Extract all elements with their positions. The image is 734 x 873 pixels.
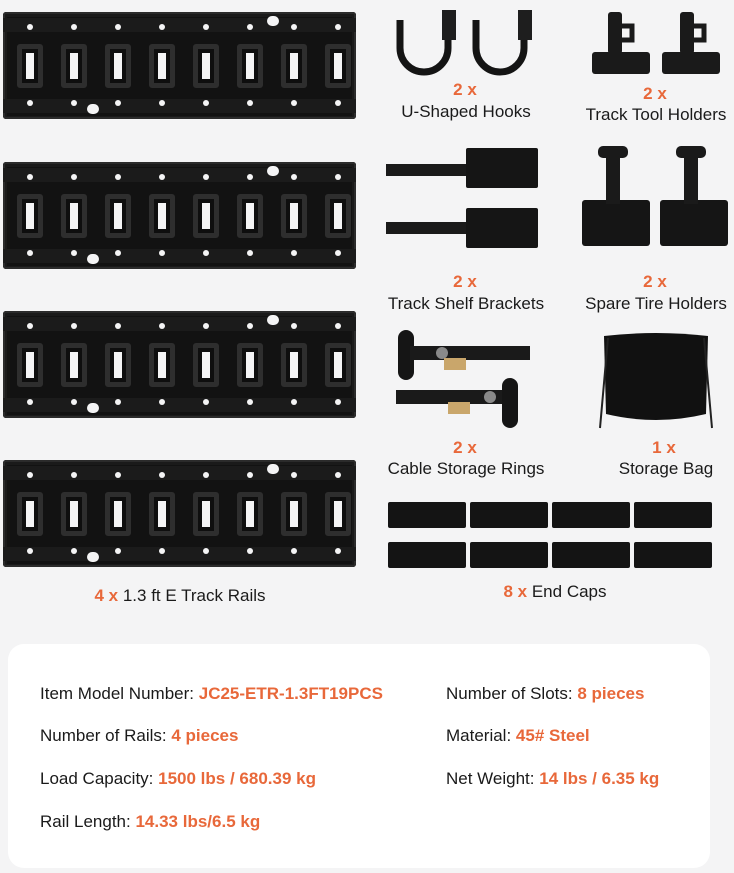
- shelf-brackets-qty: 2 x: [453, 272, 477, 291]
- rail-slot: [281, 44, 307, 88]
- rail-mount-hole: [335, 548, 341, 554]
- end-caps-image: [388, 498, 714, 572]
- spec-load-capacity: Load Capacity: 1500 lbs / 680.39 kg: [40, 769, 316, 788]
- rail-mount-hole: [159, 250, 165, 256]
- rail-slot: [105, 194, 131, 238]
- rail-mount-hole: [203, 323, 209, 329]
- rail-mount-hole: [203, 399, 209, 405]
- spec-material: Material: 45# Steel: [446, 726, 590, 745]
- storage-bag-qty: 1 x: [652, 438, 676, 457]
- rail-slot: [61, 492, 87, 536]
- rail-center-hole: [87, 254, 99, 264]
- rail-center-hole: [87, 552, 99, 562]
- rail-slot: [61, 194, 87, 238]
- rail-mount-hole: [335, 472, 341, 478]
- rail-mount-hole: [291, 24, 297, 30]
- rail-slot: [281, 343, 307, 387]
- rail-mount-hole: [291, 323, 297, 329]
- rail-mount-hole: [159, 100, 165, 106]
- rail-mount-hole: [335, 174, 341, 180]
- rail-slot: [193, 343, 219, 387]
- hooks-qty: 2 x: [453, 80, 477, 99]
- rail-mount-hole: [291, 472, 297, 478]
- rail-slot: [149, 194, 175, 238]
- tire-holders-qty: 2 x: [643, 272, 667, 291]
- spec-number-of-slots: Number of Slots: 8 pieces: [446, 684, 645, 703]
- rail-mount-hole: [247, 472, 253, 478]
- rail-mount-hole: [335, 100, 341, 106]
- rail-mount-hole: [291, 100, 297, 106]
- rail-mount-hole: [159, 548, 165, 554]
- spec-model-number: Item Model Number: JC25-ETR-1.3FT19PCS: [40, 684, 383, 703]
- e-track-rail-3: [3, 311, 356, 418]
- rail-slot: [237, 194, 263, 238]
- rail-mount-hole: [335, 250, 341, 256]
- rail-mount-hole: [247, 323, 253, 329]
- rail-mount-hole: [159, 399, 165, 405]
- rail-mount-hole: [115, 399, 121, 405]
- tool-holders-qty: 2 x: [643, 84, 667, 103]
- storage-bag-name: Storage Bag: [618, 459, 714, 478]
- spec-rail-length: Rail Length: 14.33 lbs/6.5 kg: [40, 812, 261, 831]
- rail-mount-hole: [203, 174, 209, 180]
- rail-mount-hole: [159, 472, 165, 478]
- rail-mount-hole: [71, 399, 77, 405]
- rail-mount-hole: [291, 250, 297, 256]
- rail-mount-hole: [247, 174, 253, 180]
- rail-mount-hole: [71, 548, 77, 554]
- rail-mount-hole: [335, 24, 341, 30]
- rail-center-hole: [267, 315, 279, 325]
- rail-mount-hole: [115, 250, 121, 256]
- rail-mount-hole: [27, 548, 33, 554]
- rail-mount-hole: [291, 399, 297, 405]
- rail-mount-hole: [335, 399, 341, 405]
- rail-slot: [237, 44, 263, 88]
- rail-mount-hole: [27, 250, 33, 256]
- rail-slot: [105, 343, 131, 387]
- rail-band: [3, 398, 356, 412]
- rail-slot: [17, 343, 43, 387]
- rail-center-hole: [267, 166, 279, 176]
- rail-mount-hole: [203, 24, 209, 30]
- rail-mount-hole: [203, 472, 209, 478]
- rail-slot: [237, 343, 263, 387]
- rail-mount-hole: [247, 250, 253, 256]
- rail-band: [3, 547, 356, 561]
- rail-mount-hole: [115, 24, 121, 30]
- storage-rings-qty: 2 x: [453, 438, 477, 457]
- storage-bag-image: [598, 330, 714, 436]
- specifications-card: [8, 644, 710, 868]
- rail-mount-hole: [159, 24, 165, 30]
- rail-center-hole: [87, 403, 99, 413]
- rail-mount-hole: [291, 548, 297, 554]
- rail-mount-hole: [71, 472, 77, 478]
- spec-net-weight: Net Weight: 14 lbs / 6.35 kg: [446, 769, 660, 788]
- rail-mount-hole: [71, 24, 77, 30]
- rail-mount-hole: [27, 399, 33, 405]
- shelf-brackets-name: Track Shelf Brackets: [387, 294, 545, 313]
- rails-caption: 4 x 1.3 ft E Track Rails: [94, 586, 266, 605]
- rail-slot: [149, 343, 175, 387]
- rail-slot: [149, 492, 175, 536]
- spec-number-of-rails: Number of Rails: 4 pieces: [40, 726, 239, 745]
- rail-mount-hole: [71, 174, 77, 180]
- rail-slot: [193, 194, 219, 238]
- rail-slot: [149, 44, 175, 88]
- rail-mount-hole: [27, 472, 33, 478]
- rail-mount-hole: [335, 323, 341, 329]
- rail-mount-hole: [159, 174, 165, 180]
- rail-band: [3, 18, 356, 32]
- rail-mount-hole: [247, 548, 253, 554]
- rail-band: [3, 99, 356, 113]
- rail-slot: [325, 194, 351, 238]
- tool-holders-image: [590, 8, 730, 78]
- rail-mount-hole: [247, 24, 253, 30]
- rail-slot: [61, 343, 87, 387]
- rail-mount-hole: [115, 472, 121, 478]
- rail-mount-hole: [71, 100, 77, 106]
- rail-mount-hole: [27, 323, 33, 329]
- e-track-rail-2: [3, 162, 356, 269]
- rail-slot: [17, 44, 43, 88]
- e-track-rail-4: [3, 460, 356, 567]
- rail-mount-hole: [27, 174, 33, 180]
- rail-mount-hole: [291, 174, 297, 180]
- rail-mount-hole: [115, 548, 121, 554]
- rail-slot: [17, 492, 43, 536]
- rail-slot: [105, 492, 131, 536]
- hooks-name: U-Shaped Hooks: [401, 102, 531, 121]
- rail-band: [3, 466, 356, 480]
- storage-rings-image: [394, 328, 536, 432]
- tire-holders-image: [574, 144, 734, 254]
- rail-mount-hole: [159, 323, 165, 329]
- rail-band: [3, 317, 356, 331]
- rail-slot: [61, 44, 87, 88]
- end-caps-caption: 8 x End Caps: [503, 582, 607, 601]
- rail-center-hole: [87, 104, 99, 114]
- rail-slot: [237, 492, 263, 536]
- rail-slot: [325, 343, 351, 387]
- rail-mount-hole: [27, 100, 33, 106]
- rail-mount-hole: [71, 250, 77, 256]
- rail-mount-hole: [247, 399, 253, 405]
- rail-mount-hole: [115, 100, 121, 106]
- rail-mount-hole: [71, 323, 77, 329]
- rail-mount-hole: [203, 250, 209, 256]
- rail-mount-hole: [203, 548, 209, 554]
- rail-slot: [193, 44, 219, 88]
- tire-holders-name: Spare Tire Holders: [585, 294, 727, 313]
- rail-slot: [105, 44, 131, 88]
- rail-mount-hole: [27, 24, 33, 30]
- rail-mount-hole: [247, 100, 253, 106]
- rail-band: [3, 249, 356, 263]
- rail-mount-hole: [115, 174, 121, 180]
- rail-slot: [17, 194, 43, 238]
- rail-slot: [281, 492, 307, 536]
- e-track-rail-1: [3, 12, 356, 119]
- rail-mount-hole: [115, 323, 121, 329]
- storage-rings-name: Cable Storage Rings: [387, 459, 545, 478]
- rail-slot: [325, 492, 351, 536]
- rail-slot: [325, 44, 351, 88]
- rail-slot: [281, 194, 307, 238]
- u-hooks-image: [386, 4, 528, 84]
- rail-mount-hole: [203, 100, 209, 106]
- rail-band: [3, 168, 356, 182]
- rail-center-hole: [267, 464, 279, 474]
- rail-slot: [193, 492, 219, 536]
- rail-center-hole: [267, 16, 279, 26]
- shelf-brackets-image: [386, 144, 548, 250]
- tool-holders-name: Track Tool Holders: [585, 105, 727, 124]
